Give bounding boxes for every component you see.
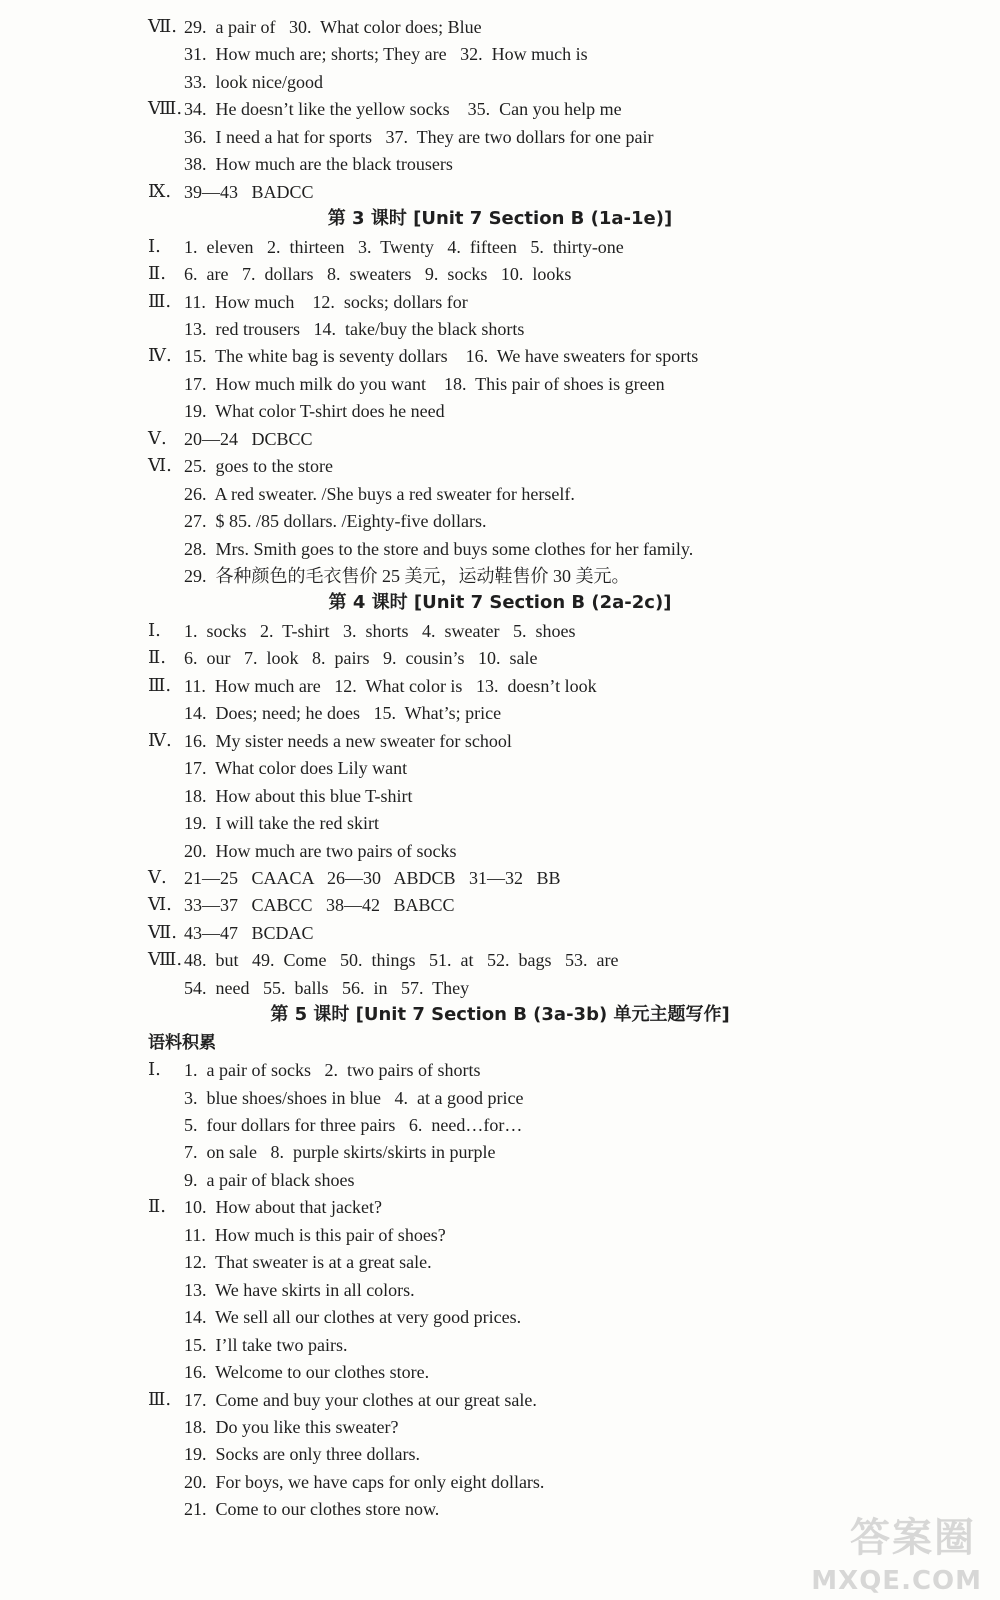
section-numeral: Ⅴ. xyxy=(148,866,167,888)
answer-text: 17. Come and buy your clothes at our great sale. xyxy=(184,1389,537,1410)
answer-text: 18. How about this blue T-shirt xyxy=(184,785,413,806)
section-numeral: Ⅱ. xyxy=(148,263,166,285)
answer-text: 14. Does; need; he does 15. What’s; price xyxy=(184,703,502,724)
section-numeral: Ⅳ. xyxy=(148,345,172,367)
section-numeral: Ⅴ. xyxy=(148,427,167,449)
answer-text: 11. How much is this pair of shoes? xyxy=(184,1224,446,1245)
answer-text: 13. red trousers 14. take/buy the black shorts xyxy=(184,318,525,339)
answer-text: 16. My sister needs a new sweater for school xyxy=(184,730,512,751)
answer-text: 20—24 DCBCC xyxy=(184,428,313,449)
answer-text: 19. What color T-shirt does he need xyxy=(184,401,445,422)
section-numeral: Ⅷ. xyxy=(148,98,183,120)
answer-text: 15. I’ll take two pairs. xyxy=(184,1334,348,1355)
answer-text: 11. How much are 12. What color is 13. doesn’t look xyxy=(184,675,597,696)
answer-text: 36. I need a hat for sports 37. They are two dollars for one pair xyxy=(184,126,654,147)
watermark-logo xyxy=(811,1506,986,1596)
answer-text: 54. need 55. balls 56. in 57. They xyxy=(184,977,470,998)
answer-text: 29. 各种颜色的毛衣售价 25 美元，运动鞋售价 30 美元。 xyxy=(184,566,630,586)
answer-text: 29. a pair of 30. What color does; Blue xyxy=(184,17,482,37)
section-numeral: Ⅵ. xyxy=(148,894,172,916)
section-numeral: Ⅶ. xyxy=(148,16,177,37)
answer-text: 33. look nice/good xyxy=(184,71,323,92)
answer-text: 11. How much 12. socks; dollars for xyxy=(184,291,468,312)
lesson-header: 第 4 课时 [Unit 7 Section B (2a-2c)] xyxy=(328,592,672,614)
answer-text: 16. Welcome to our clothes store. xyxy=(184,1362,430,1383)
answer-text: 38. How much are the black trousers xyxy=(184,154,453,175)
answer-text: 6. our 7. look 8. pairs 9. cousin’s 10. sale xyxy=(184,648,538,669)
section-numeral: Ⅱ. xyxy=(148,647,166,669)
answer-text: 19. I will take the red skirt xyxy=(184,813,379,834)
answer-text: 15. The white bag is seventy dollars 16. We have sweaters for sports xyxy=(184,346,699,367)
answer-text: 31. How much are; shorts; They are 32. How much is xyxy=(184,44,588,65)
answer-text: 5. four dollars for three pairs 6. need…for… xyxy=(184,1115,523,1135)
answer-text: 1. a pair of socks 2. two pairs of shorts xyxy=(184,1060,481,1081)
answer-text: 26. A red sweater. /She buys a red sweater for herself. xyxy=(184,483,575,504)
watermark-top-text: 答案圈 xyxy=(850,1515,976,1561)
answer-text: 43—47 BCDAC xyxy=(184,922,314,943)
answer-text: 20. How much are two pairs of socks xyxy=(184,840,457,861)
section-numeral: Ⅶ. xyxy=(148,921,177,943)
answer-text: 25. goes to the store xyxy=(184,456,333,477)
answer-text: 7. on sale 8. purple skirts/skirts in purple xyxy=(184,1142,496,1163)
answer-text: 48. but 49. Come 50. things 51. at 52. bags 53. are xyxy=(184,950,619,971)
answer-text: 28. Mrs. Smith goes to the store and buys some clothes for her family. xyxy=(184,538,694,559)
lesson-header: 第 3 课时 [Unit 7 Section B (1a-1e)] xyxy=(327,208,673,230)
answer-text: 33—37 CABCC 38—42 BABCC xyxy=(184,895,455,916)
section-numeral: Ⅲ. xyxy=(148,674,172,696)
lesson-header: 第 5 课时 [Unit 7 Section B (3a-3b) 单元主题写作] xyxy=(270,1004,730,1026)
section-numeral: Ⅰ. xyxy=(148,235,161,257)
answer-text: 13. We have skirts in all colors. xyxy=(184,1279,415,1300)
section-numeral: Ⅷ. xyxy=(148,949,183,971)
answer-text: 1. eleven 2. thirteen 3. Twenty 4. fifteen 5. thirty-one xyxy=(184,236,624,257)
answer-text: 39—43 BADCC xyxy=(184,181,314,202)
answer-text: 21. Come to our clothes store now. xyxy=(184,1499,440,1520)
answer-text: 19. Socks are only three dollars. xyxy=(184,1444,420,1465)
answer-text: 9. a pair of black shoes xyxy=(184,1169,355,1190)
section-numeral: Ⅱ. xyxy=(148,1196,166,1218)
section-numeral: Ⅵ. xyxy=(148,455,172,477)
answer-text: 20. For boys, we have caps for only eight dollars. xyxy=(184,1471,545,1492)
watermark-bottom-text: MXQE.COM xyxy=(811,1566,982,1596)
answer-text: 12. That sweater is at a great sale. xyxy=(184,1252,432,1273)
section-numeral: Ⅲ. xyxy=(148,1388,172,1410)
answer-text: 34. He doesn’t like the yellow socks 35. Can you help me xyxy=(184,99,622,120)
answer-text: 17. How much milk do you want 18. This pair of shoes is green xyxy=(184,373,665,394)
section-numeral: Ⅲ. xyxy=(148,290,172,312)
section-numeral: Ⅰ. xyxy=(148,1059,161,1081)
answer-text: 21—25 CAACA 26—30 ABDCB 31—32 BB xyxy=(184,867,561,888)
answer-text: 27. $ 85. /85 dollars. /Eighty-five dollars. xyxy=(184,511,487,532)
answer-text: 10. How about that jacket? xyxy=(184,1197,382,1218)
answer-text: 6. are 7. dollars 8. sweaters 9. socks 10. looks xyxy=(184,264,572,285)
answer-text: 14. We sell all our clothes at very good prices. xyxy=(184,1307,522,1328)
answer-text: 3. blue shoes/shoes in blue 4. at a good price xyxy=(184,1087,524,1108)
answer-text: 17. What color does Lily want xyxy=(184,758,408,779)
answer-text: 1. socks 2. T-shirt 3. shorts 4. sweater 5. shoes xyxy=(184,620,576,641)
section-label: 语料积累 xyxy=(148,1032,216,1053)
section-numeral: Ⅰ. xyxy=(148,619,161,641)
answer-text: 18. Do you like this sweater? xyxy=(184,1416,399,1437)
section-numeral: Ⅳ. xyxy=(148,729,172,751)
section-numeral: Ⅸ. xyxy=(148,180,172,202)
